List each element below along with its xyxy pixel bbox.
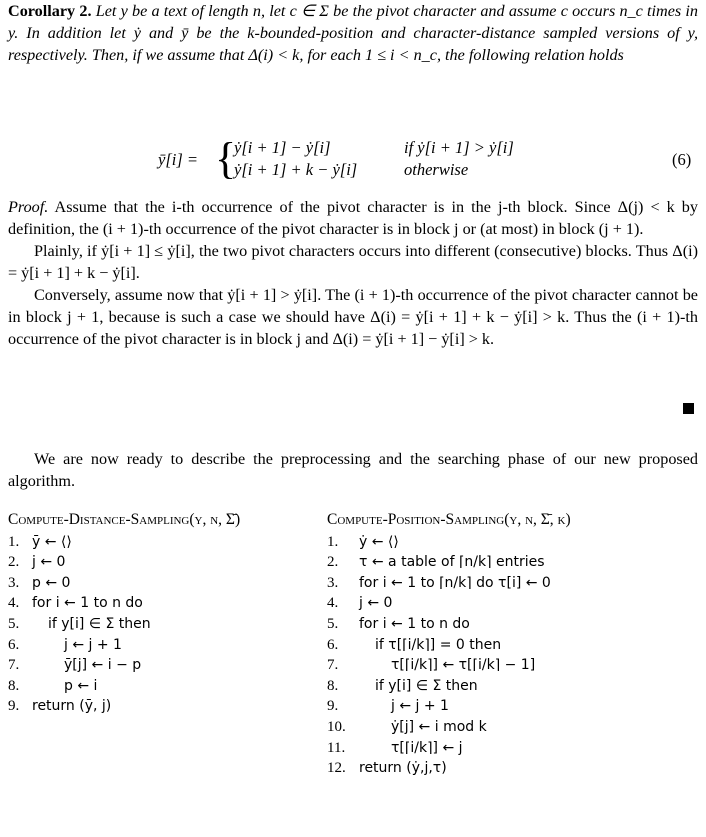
line-number: 6. bbox=[8, 636, 20, 653]
algorithm-line bbox=[8, 655, 324, 676]
equation-case2-cond: otherwise bbox=[404, 160, 469, 179]
qed-square-icon bbox=[683, 403, 694, 414]
line-number: 9. bbox=[8, 698, 20, 715]
line-number: 3. bbox=[8, 574, 20, 591]
line-code: return (ȳ, j) bbox=[32, 698, 112, 715]
algorithm-line bbox=[327, 614, 699, 635]
line-code: j ← j + 1 bbox=[391, 698, 449, 715]
line-code: if y[i] ∈ Σ̄ then bbox=[375, 677, 478, 694]
line-number: 6. bbox=[327, 636, 339, 653]
corollary bbox=[8, 0, 698, 66]
line-code: return (ẏ,j,τ) bbox=[359, 760, 447, 777]
line-code: for i ← 1 to n do bbox=[32, 595, 143, 612]
proof bbox=[8, 196, 698, 350]
algorithm-line bbox=[327, 635, 699, 656]
algorithm-title: Compute-Position-Sampling(y, n, Σ̄, k) bbox=[327, 511, 571, 528]
line-code: for i ← 1 to ⌈n/k⌉ do τ[i] ← 0 bbox=[359, 574, 551, 591]
line-code: j ← j + 1 bbox=[64, 636, 122, 653]
line-code: if y[i] ∈ Σ̄ then bbox=[48, 615, 151, 632]
algorithm-line bbox=[327, 532, 699, 553]
line-number: 8. bbox=[8, 677, 20, 694]
algorithm-line bbox=[8, 532, 324, 553]
line-number: 8. bbox=[327, 677, 339, 694]
proof-paragraph-2: Plainly, if ẏ[i + 1] ≤ ẏ[i], the two pivot characters occurs into different (consecutive) blocks. Thus Δ(i) = ẏ[i + 1] + k − ẏ[i]. bbox=[8, 242, 698, 282]
line-number: 1. bbox=[327, 533, 339, 550]
line-number: 2. bbox=[327, 554, 339, 571]
line-number: 2. bbox=[8, 554, 20, 571]
algorithm-line bbox=[8, 573, 324, 594]
line-code: τ[⌈i/k⌉] ← τ[⌈i/k⌉ − 1] bbox=[391, 657, 536, 674]
algorithm-line bbox=[327, 738, 699, 759]
line-code: ẏ ← ⟨⟩ bbox=[359, 533, 399, 550]
algorithm-line bbox=[8, 552, 324, 573]
line-number: 3. bbox=[327, 574, 339, 591]
equation-lhs: ȳ[i] = bbox=[158, 150, 199, 169]
corollary-label: Corollary 2. bbox=[8, 2, 92, 20]
line-code: ẏ[j] ← i mod k bbox=[391, 718, 487, 735]
line-number: 11. bbox=[327, 739, 346, 756]
proof-paragraph-1: Assume that the i-th occurrence of the pivot character is in the j-th block. Since Δ(j) < k by definition, the (i + 1)-th occurrence of the pivot character is in block j or (at most) in block (j + 1). bbox=[8, 198, 698, 238]
line-number: 9. bbox=[327, 698, 339, 715]
line-number: 12. bbox=[327, 760, 346, 777]
equation-case2-expr: ẏ[i + 1] + k − ẏ[i] bbox=[234, 160, 358, 179]
line-code: ȳ[j] ← i − p bbox=[64, 657, 142, 674]
equation-case1-cond: if ẏ[i + 1] > ẏ[i] bbox=[404, 138, 514, 157]
equation-case1-expr: ẏ[i + 1] − ẏ[i] bbox=[234, 138, 331, 157]
algorithm-title: Compute-Distance-Sampling(y, n, Σ̄) bbox=[8, 511, 241, 528]
line-code: τ ← a table of ⌈n/k⌉ entries bbox=[359, 554, 545, 571]
proof-label: Proof. bbox=[8, 198, 49, 216]
line-code: p ← i bbox=[64, 677, 98, 694]
algorithm-line bbox=[327, 717, 699, 738]
equation-number: (6) bbox=[672, 150, 692, 169]
equation-brace: { bbox=[215, 134, 237, 183]
line-number: 5. bbox=[327, 615, 339, 632]
algorithm-line bbox=[327, 593, 699, 614]
line-number: 4. bbox=[8, 595, 20, 612]
line-number: 7. bbox=[8, 657, 20, 674]
algorithm-line bbox=[8, 614, 324, 635]
corollary-text: Let y be a text of length n, let c ∈ Σ be the pivot character and assume c occurs n_c times in y. In addition let ẏ and ȳ be the k-bounded-position and character-distance sampled versions of y, respectively. Then, if we assume that Δ(i) < k, for each 1 ≤ i < n_c, the following relation holds bbox=[8, 2, 699, 64]
line-number: 5. bbox=[8, 615, 20, 632]
algorithm-line bbox=[8, 676, 324, 697]
algorithm-line bbox=[327, 758, 699, 779]
algorithm-line bbox=[327, 552, 699, 573]
line-code: τ[⌈i/k⌉] ← j bbox=[391, 739, 463, 756]
line-number: 1. bbox=[8, 533, 20, 550]
line-code: if τ[⌈i/k⌉] = 0 then bbox=[375, 636, 502, 653]
algorithm-compute-distance-sampling bbox=[8, 510, 324, 717]
proof-paragraph-3: Conversely, assume now that ẏ[i + 1] > ẏ[i]. The (i + 1)-th occurrence of the pivot character cannot be in block j + 1, because is such a case we should have Δ(i) = ẏ[i + 1] + k − ẏ[i] > k. Thus the (i + 1)-th occurrence of the pivot character is in block j and Δ(i) = ẏ[i + 1] − ẏ[i] > k. bbox=[8, 286, 698, 348]
algorithm-line bbox=[327, 655, 699, 676]
line-code: p ← 0 bbox=[32, 574, 71, 591]
equation-6 bbox=[0, 136, 706, 186]
intro-paragraph: We are now ready to describe the preprocessing and the searching phase of our new proposed algorithm. bbox=[8, 450, 698, 490]
line-code: ȳ ← ⟨⟩ bbox=[32, 533, 72, 550]
line-code: j ← 0 bbox=[359, 595, 393, 612]
algorithm-line bbox=[327, 696, 699, 717]
algorithm-line bbox=[327, 573, 699, 594]
line-code: j ← 0 bbox=[32, 554, 66, 571]
algorithm-line bbox=[327, 676, 699, 697]
line-number: 4. bbox=[327, 595, 339, 612]
algorithm-line bbox=[8, 593, 324, 614]
algorithm-line bbox=[8, 696, 324, 717]
line-number: 10. bbox=[327, 718, 346, 735]
line-number: 7. bbox=[327, 657, 339, 674]
algorithm-compute-position-sampling bbox=[327, 510, 699, 779]
algorithm-line bbox=[8, 635, 324, 656]
line-code: for i ← 1 to n do bbox=[359, 615, 470, 632]
